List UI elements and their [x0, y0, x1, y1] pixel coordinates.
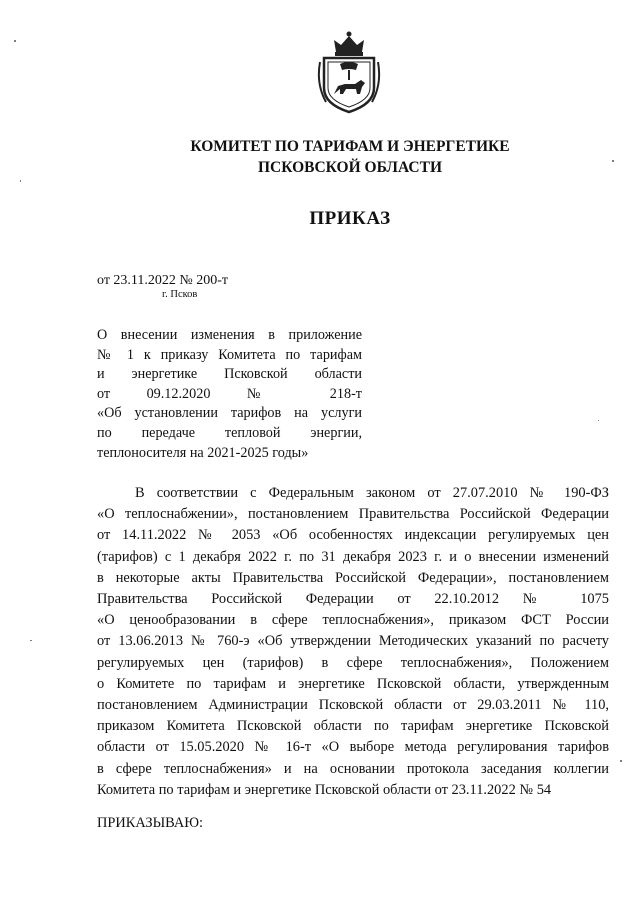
- body-line: в некоторые акты Правительства Российской Федерации», постановлением: [97, 569, 609, 586]
- document-type-title: ПРИКАЗ: [309, 208, 391, 229]
- preamble-paragraph: [97, 483, 609, 801]
- organization-name-line1: КОМИТЕТ ПО ТАРИФАМ И ЭНЕРГЕТИКЕ: [190, 138, 510, 155]
- subject-line: «Об установлении тарифов на услуги: [97, 405, 362, 422]
- order-date-number: от 23.11.2022 № 200-т: [97, 273, 229, 288]
- body-line: приказом Комитета Псковской области по тарифам энергетике Псковской: [97, 718, 609, 735]
- order-subject: [97, 326, 362, 463]
- pskov-coat-of-arms-icon: [314, 28, 384, 114]
- body-line: регулируемых цен (тарифов) в сфере теплоснабжения», Положением: [97, 654, 609, 671]
- scan-speck: [30, 640, 32, 641]
- scan-speck: [20, 180, 21, 182]
- body-line: «О теплоснабжении», постановлением Правительства Российской Федерации: [97, 506, 609, 523]
- subject-line: № 1 к приказу Комитета по тарифам: [97, 346, 362, 363]
- issue-city: г. Псков: [162, 289, 198, 300]
- organization-name-line2: ПСКОВСКОЙ ОБЛАСТИ: [257, 159, 442, 176]
- subject-line: О внесении изменения в приложение: [97, 327, 362, 343]
- organization-name: [150, 136, 550, 178]
- order-directive: ПРИКАЗЫВАЮ:: [97, 815, 204, 831]
- body-line: о Комитете по тарифам и энергетике Псковской области, утвержденным: [97, 675, 609, 692]
- body-line: от 14.11.2022 № 2053 «Об особенностях индексации регулируемых цен: [97, 527, 609, 544]
- body-line: (тарифов) с 1 декабря 2022 г. по 31 декабря 2023 г. и о внесении изменений: [97, 548, 609, 565]
- subject-line: теплоносителя на 2021-2025 годы»: [97, 444, 309, 461]
- body-line: «О ценообразовании в сфере теплоснабжения», приказом ФСТ России: [97, 612, 609, 629]
- subject-line: и энергетике Псковской области: [97, 366, 362, 383]
- subject-line: по передаче тепловой энергии,: [97, 424, 362, 441]
- body-line: в сфере теплоснабжения» и на основании протокола заседания коллегии: [97, 760, 609, 777]
- subject-line: от 09.12.2020 № 218-т: [97, 385, 362, 402]
- body-line: от 13.06.2013 № 760-э «Об утверждении Методических указаний по расчету: [97, 633, 609, 650]
- body-line: Комитета по тарифам и энергетике Псковской области от 23.11.2022 № 54: [97, 781, 552, 798]
- body-line: В соответствии с Федеральным законом от 27.07.2010 № 190-ФЗ: [135, 485, 609, 501]
- body-line: постановлением Администрации Псковской области от 29.03.2011 № 110,: [97, 697, 609, 714]
- scan-speck: [620, 760, 622, 762]
- scan-speck: [612, 160, 614, 162]
- body-line: области от 15.05.2020 № 16-т «О выборе метода регулирования тарифов: [97, 739, 609, 756]
- scan-speck: [14, 40, 16, 42]
- body-line: Правительства Российской Федерации от 22.10.2012 № 1075: [97, 591, 609, 608]
- scan-speck: [598, 420, 599, 421]
